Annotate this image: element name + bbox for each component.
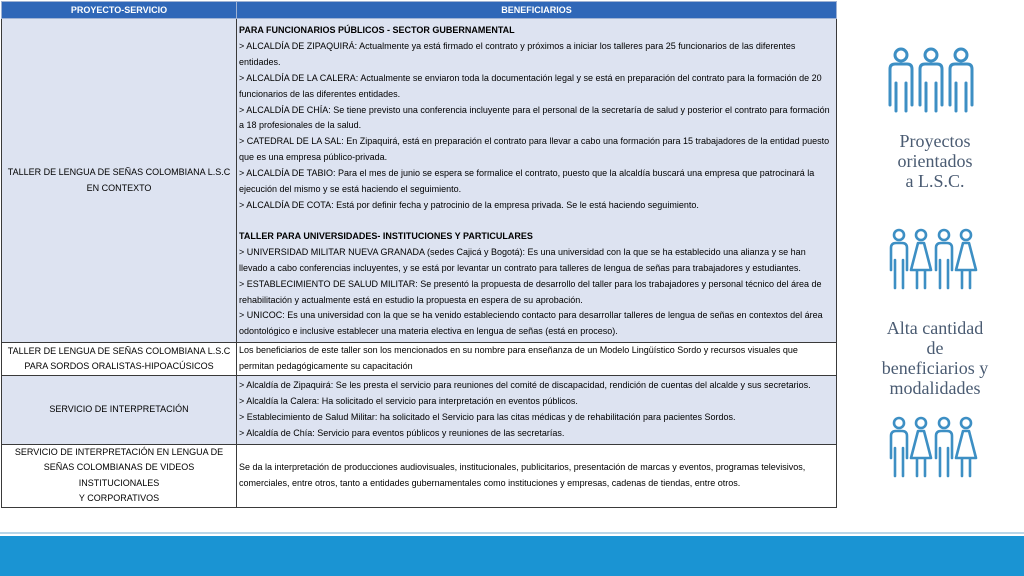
project-cell: TALLER DE LENGUA DE SEÑAS COLOMBIANA L.S.C EN CONTEXTO xyxy=(2,19,237,343)
beneficiaries-cell: Se da la interpretación de producciones audiovisuales, institucionales, publicitarios, presentación de marcas y eventos, programas televisivos, comerciales, entre otros, tanto a entidades gubernamentales como instituciones y empresas, cadenas de tiendas, entre otros. xyxy=(237,444,837,507)
four-people-icon xyxy=(887,228,979,292)
sidebar-caption-beneficiaries: Alta cantidad de beneficiarios y modalidades xyxy=(881,318,989,398)
list-item: > CATEDRAL DE LA SAL: En Zipaquirá, está en preparación el contrato para llevar a cabo una formación para 15 trabajadores de la entidad puesto que es una empresa público-privada. xyxy=(239,136,830,163)
list-item: > ALCALDÍA DE ZIPAQUIRÁ: Actualmente ya está firmado el contrato y próximos a iniciar los talleres para 25 funcionarios de las diferentes entidades. xyxy=(239,40,796,67)
list-item: > ALCALDÍA DE COTA: Está por definir fecha y patrocinio de la empresa privada. Se le está haciendo seguimiento. xyxy=(239,199,699,210)
list-item: > ALCALDÍA DE LA CALERA: Actualmente se enviaron toda la documentación legal y se está en preparación del contrato para la formación de 20 funcionarios de las diferentes entidades. xyxy=(239,72,822,99)
list-item: > ALCALDÍA DE CHÍA: Se tiene previsto una conferencia incluyente para el personal de la secretaría de salud y posterior el contrato para formación a 18 profesionales de la salud. xyxy=(239,104,830,131)
table-header-row xyxy=(2,2,837,19)
list-item: > UNIVERSIDAD MILITAR NUEVA GRANADA (sedes Cajicá y Bogotá): Es una universidad con la que se ha establecido una alianza y se han llevado a cabo conferencias incluyentes, y se está por levantar un contrato para talleres de lengua de señas para trabajadores y estudiantes. xyxy=(239,246,806,273)
list-item: > Alcaldía de Zipaquirá: Se les presta el servicio para reuniones del comité de discapacidad, rendición de cuentas del alcalde y sus secretarios. xyxy=(239,380,811,391)
project-cell: TALLER DE LENGUA DE SEÑAS COLOMBIANA L.S.C PARA SORDOS ORALISTAS-HIPOACÚSICOS xyxy=(2,343,237,376)
table-row xyxy=(2,343,837,376)
section-heading: TALLER PARA UNIVERSIDADES- INSTITUCIONES Y PARTICULARES xyxy=(239,230,533,241)
beneficiaries-cell xyxy=(237,19,837,343)
three-people-icon xyxy=(884,47,978,115)
beneficiaries-cell: Los beneficiarios de este taller son los mencionados en su nombre para enseñanza de un Modelo Lingüístico Sordo y recursos visuales que permitan pedagógicamente su capacitación xyxy=(237,343,837,376)
project-cell: SERVICIO DE INTERPRETACIÓN EN LENGUA DE SEÑAS COLOMBIANAS DE VIDEOS INSTITUCIONALES Y CORPORATIVOS xyxy=(2,444,237,507)
spacer xyxy=(239,214,834,229)
list-item: > UNICOC: Es una universidad con la que se ha venido estableciendo contacto para desarrollar talleres de lengua de señas en contextos del área odontológico e inclusive establecer una materia electiva en lengua de señas (está en proceso). xyxy=(239,310,823,337)
four-people-icon xyxy=(887,416,979,480)
footer-bar xyxy=(0,536,1024,576)
beneficiaries-table xyxy=(1,1,837,508)
list-item: > ESTABLECIMIENTO DE SALUD MILITAR: Se presentó la propuesta de desarrollo del taller para los trabajadores y personal técnico del área de rehabilitación y actualmente está en estudio la propuesta en espera de su aprobación. xyxy=(239,278,822,305)
footer-divider xyxy=(0,532,1024,534)
list-item: > Alcaldía de Chía: Servicio para eventos públicos y reuniones de las secretarías. xyxy=(239,427,565,438)
column-header-project: PROYECTO-SERVICIO xyxy=(2,2,237,19)
project-cell: SERVICIO DE INTERPRETACIÓN xyxy=(2,376,237,445)
table-row xyxy=(2,444,837,507)
list-item: > ALCALDÍA DE TABIO: Para el mes de junio se espera se formalice el contrato, puesto que la alcaldía buscará una empresa que patrocinará la ejecución del mismo y se está haciendo el seguimiento. xyxy=(239,168,815,195)
table-row xyxy=(2,19,837,343)
list-item: > Alcaldía la Calera: Ha solicitado el servicio para interpretación en eventos públicos. xyxy=(239,395,578,406)
column-header-beneficiaries: BENEFICIARIOS xyxy=(237,2,837,19)
beneficiaries-cell xyxy=(237,376,837,445)
section-heading: PARA FUNCIONARIOS PÚBLICOS - SECTOR GUBERNAMENTAL xyxy=(239,25,515,35)
sidebar-caption-projects: Proyectos orientados a L.S.C. xyxy=(897,131,973,191)
table-row xyxy=(2,376,837,445)
list-item: > Establecimiento de Salud Militar: ha solicitado el Servicio para las citas médicas y de rehabilitación para pacientes Sordos. xyxy=(239,411,736,422)
